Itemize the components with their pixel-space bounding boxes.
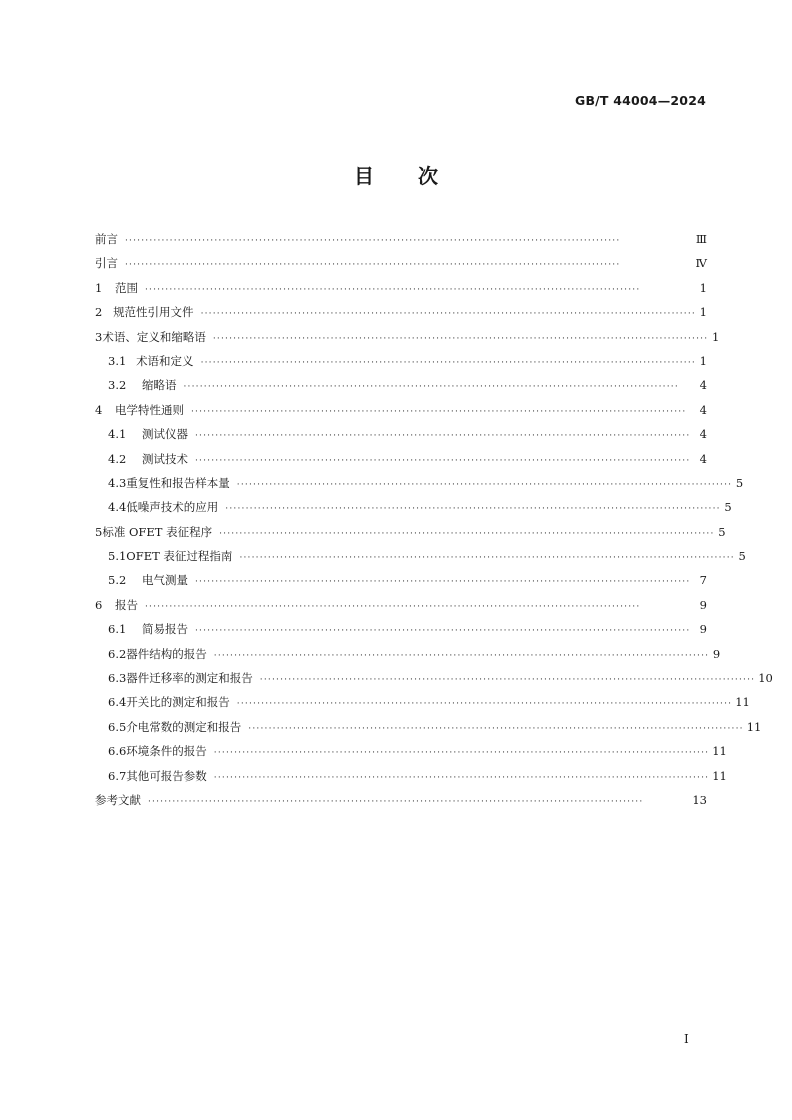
toc-leader-dots: ·························································································································· xyxy=(213,748,710,759)
toc-entry-number: 5.1 xyxy=(108,549,127,564)
toc-entry-page: 9 xyxy=(699,622,707,637)
toc-entry-page: 13 xyxy=(692,792,707,807)
page-title xyxy=(0,160,792,189)
toc-entry[interactable] xyxy=(95,276,707,300)
toc-entry-title: 电学特性通则 xyxy=(115,402,184,417)
toc-entry-title: 术语、定义和缩略语 xyxy=(102,329,206,344)
toc-entry-number: 4.3 xyxy=(108,475,127,490)
toc-leader-dots: ·························································································································· xyxy=(195,455,691,466)
toc-entry[interactable] xyxy=(95,471,744,495)
toc-entry[interactable] xyxy=(95,739,727,763)
standard-code: GB/T 44004—2024 xyxy=(574,93,706,108)
toc-entry-page: Ⅳ xyxy=(695,256,707,271)
toc-entry[interactable] xyxy=(95,690,750,714)
toc-entry-title: 器件迁移率的测定和报告 xyxy=(126,671,253,686)
toc-entry-page: 4 xyxy=(699,451,707,466)
toc-entry-page: 5 xyxy=(735,475,744,490)
toc-entry-title: 器件结构的报告 xyxy=(126,646,207,661)
toc-entry-page: 4 xyxy=(699,378,707,393)
toc-entry-number: 6.5 xyxy=(108,719,127,734)
toc-entry-number: 6.3 xyxy=(108,671,127,686)
toc-entry[interactable] xyxy=(95,520,726,544)
toc-entry-page: 4 xyxy=(699,402,707,417)
toc-entry-page: 11 xyxy=(712,768,727,783)
toc-entry-page: 1 xyxy=(699,280,707,295)
toc-leader-dots: ·························································································································· xyxy=(219,528,715,539)
toc-entry-title: 开关比的测定和报告 xyxy=(126,695,230,710)
toc-leader-dots: ·························································································································· xyxy=(212,333,709,344)
toc-entry-title: 介电常数的测定和报告 xyxy=(126,719,242,734)
toc-entry-page: 7 xyxy=(699,573,707,588)
toc-entry-title: 引言 xyxy=(95,256,118,271)
toc-entry[interactable] xyxy=(95,251,707,275)
toc-entry-number: 3.2 xyxy=(108,378,127,393)
toc-leader-dots: ·························································································································· xyxy=(248,723,744,734)
toc-entry-page: 5 xyxy=(718,524,726,539)
toc-entry[interactable] xyxy=(95,593,707,617)
toc-entry[interactable] xyxy=(95,715,762,739)
toc-leader-dots: ·························································································································· xyxy=(236,479,733,490)
toc-leader-dots: ·························································································································· xyxy=(183,382,679,393)
toc-entry-title: 测试仪器 xyxy=(142,427,188,442)
toc-entry-title: 规范性引用文件 xyxy=(113,305,194,320)
toc-leader-dots: ·························································································································· xyxy=(239,553,735,564)
toc-leader-dots: ·························································································································· xyxy=(125,236,621,246)
toc-leader-dots: ·························································································································· xyxy=(195,431,691,442)
toc-entry[interactable] xyxy=(95,422,707,446)
toc-entry-page: 9 xyxy=(712,646,721,661)
toc-entry-number: 6 xyxy=(95,597,103,612)
toc-entry-title: 重复性和报告样本量 xyxy=(126,475,230,490)
toc-entry-title: 范围 xyxy=(115,280,138,295)
toc-entry[interactable] xyxy=(95,642,721,666)
toc-entry-number: 3.1 xyxy=(108,353,127,368)
toc-entry-page: 11 xyxy=(712,744,727,759)
toc-entry-number: 6.2 xyxy=(108,646,127,661)
toc-leader-dots: ·························································································································· xyxy=(213,650,710,661)
toc-entry-page: 5 xyxy=(738,549,746,564)
toc-entry-page: 11 xyxy=(746,719,762,734)
toc-leader-dots: ·························································································································· xyxy=(213,772,710,783)
toc-entry-title: 测试技术 xyxy=(142,451,188,466)
toc-entry[interactable] xyxy=(95,300,707,324)
toc-entry-number: 4.1 xyxy=(108,427,127,442)
page-title-char-2: 次 xyxy=(418,164,438,188)
toc-entry-number: 2 xyxy=(95,305,103,320)
toc-entry-number: 3 xyxy=(95,329,103,344)
toc-entry-title: 简易报告 xyxy=(142,622,188,637)
toc-entry-number: 5.2 xyxy=(108,573,127,588)
toc-entry[interactable] xyxy=(95,568,707,592)
toc-entry[interactable] xyxy=(95,349,707,373)
toc-entry-number: 6.1 xyxy=(108,622,127,637)
toc-entry-title: 前言 xyxy=(95,232,118,246)
toc-leader-dots: ·························································································································· xyxy=(145,284,641,295)
toc-entry-title: 其他可报告参数 xyxy=(126,768,207,783)
toc-entry[interactable] xyxy=(95,617,707,641)
toc-entry-page: 1 xyxy=(699,305,707,320)
toc-entry-title: 低噪声技术的应用 xyxy=(126,500,219,515)
toc-entry-title: 报告 xyxy=(115,597,138,612)
toc-leader-dots: ·························································································································· xyxy=(125,260,621,271)
toc-leader-dots: ·························································································································· xyxy=(148,796,644,807)
toc-entry[interactable] xyxy=(95,325,720,349)
toc-leader-dots: ·························································································································· xyxy=(236,699,733,710)
toc-entry-title: 术语和定义 xyxy=(136,353,194,368)
toc-entry[interactable] xyxy=(95,764,727,788)
toc-entry-number: 6.7 xyxy=(108,768,127,783)
toc-leader-dots: ·························································································································· xyxy=(191,406,687,417)
page-title-char-1: 目 xyxy=(354,164,374,188)
table-of-contents xyxy=(95,227,773,812)
toc-entry-page: 4 xyxy=(699,427,707,442)
toc-entry[interactable] xyxy=(95,447,707,471)
toc-entry-title: OFET 表征过程指南 xyxy=(126,549,233,564)
toc-entry[interactable] xyxy=(95,227,707,251)
toc-leader-dots: ·························································································································· xyxy=(225,504,721,515)
toc-entry[interactable] xyxy=(95,398,707,422)
toc-entry-page: 5 xyxy=(724,500,732,515)
toc-entry-number: 4.4 xyxy=(108,500,127,515)
toc-entry-title: 电气测量 xyxy=(142,573,188,588)
toc-entry-title: 参考文献 xyxy=(95,792,141,807)
toc-entry-title: 环境条件的报告 xyxy=(126,744,207,759)
toc-entry-number: 4.2 xyxy=(108,451,127,466)
toc-entry-title: 标准 OFET 表征程序 xyxy=(102,524,213,539)
toc-entry-number: 4 xyxy=(95,402,103,417)
toc-entry-title: 缩略语 xyxy=(142,378,177,393)
toc-entry-number: 5 xyxy=(95,524,103,539)
toc-entry-page: 1 xyxy=(699,353,707,368)
toc-entry-page: 9 xyxy=(699,597,707,612)
toc-entry-page: 11 xyxy=(735,695,750,710)
toc-entry-page: 1 xyxy=(711,329,720,344)
toc-leader-dots: ·························································································································· xyxy=(259,675,756,686)
toc-leader-dots: ·························································································································· xyxy=(200,357,696,368)
toc-leader-dots: ·························································································································· xyxy=(200,309,696,320)
toc-entry-number: 1 xyxy=(95,280,103,295)
toc-entry[interactable] xyxy=(95,373,707,397)
toc-entry[interactable] xyxy=(95,495,732,519)
toc-entry-number: 6.6 xyxy=(108,744,127,759)
toc-entry-page: 10 xyxy=(758,671,773,686)
toc-entry-page: Ⅲ xyxy=(695,232,707,246)
toc-leader-dots: ·························································································································· xyxy=(145,601,641,612)
toc-entry[interactable] xyxy=(95,666,773,690)
toc-leader-dots: ·························································································································· xyxy=(195,577,691,588)
toc-entry[interactable] xyxy=(95,788,707,812)
toc-entry-number: 6.4 xyxy=(108,695,127,710)
toc-entry[interactable] xyxy=(95,544,746,568)
page-number: Ⅰ xyxy=(684,1032,689,1046)
toc-leader-dots: ·························································································································· xyxy=(195,626,691,637)
